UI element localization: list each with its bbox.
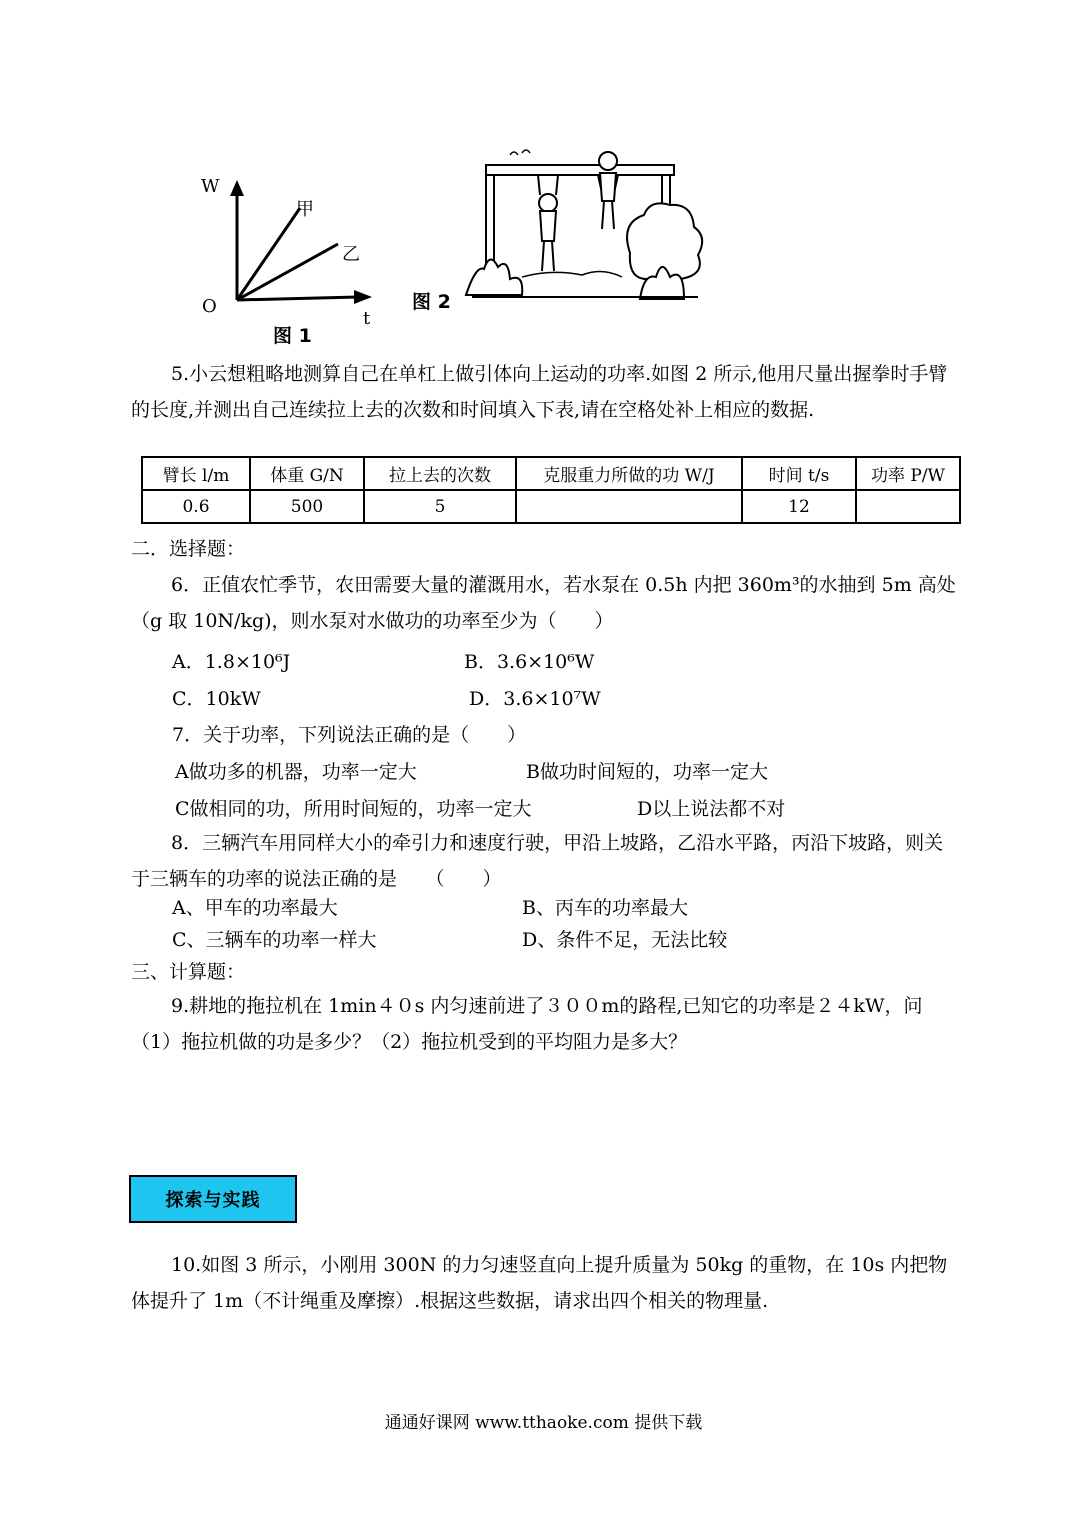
q6-option-b: B．3.6×10⁶W (464, 651, 595, 673)
y-axis-label: W (201, 176, 220, 197)
question-6: 6．正值农忙季节，农田需要大量的灌溉用水，若水泵在 0.5h 内把 360m³的水抽到 5m 高处（g 取 10N/kg)，则水泵对水做功的功率至少为（ ） (131, 574, 956, 632)
q8-option-b: B、丙车的功率最大 (522, 897, 688, 919)
table-header-cell: 拉上去的次数 (364, 457, 516, 490)
y-axis-arrow (230, 180, 244, 196)
q7-option-a: A做功多的机器，功率一定大 (175, 761, 417, 783)
q6-option-d: D．3.6×10⁷W (469, 688, 601, 710)
table-header-cell: 克服重力所做的功 W/J (516, 457, 742, 490)
figure1-caption: 图 1 (273, 325, 312, 347)
question-8: 8．三辆汽车用同样大小的牵引力和速度行驶，甲沿上坡路，乙沿水平路，丙沿下坡路，则关于三辆车的功率的说法正确的是 （ ） (131, 832, 944, 890)
table-cell: 12 (742, 490, 856, 523)
section-2-heading: 二．选择题： (131, 538, 246, 560)
origin-label: O (202, 296, 217, 317)
line-jia (237, 208, 300, 300)
table-cell-power-blank[interactable] (856, 490, 960, 523)
x-axis-label: t (363, 308, 371, 329)
table-header-row (142, 457, 960, 490)
explore-practice-badge: 探索与实践 (129, 1175, 297, 1223)
question-7: 7．关于功率，下列说法正确的是（ ） (172, 724, 527, 746)
figure1-graph (190, 170, 390, 320)
q7-option-c: C做相同的功，所用时间短的，功率一定大 (175, 798, 532, 820)
page-footer: 通通好课网 www.tthaoke.com 提供下载 (384, 1413, 703, 1433)
line-jia-label: 甲 (296, 199, 314, 220)
section-3-heading: 三、计算题： (131, 961, 246, 983)
q7-option-b: B做功时间短的，功率一定大 (526, 761, 768, 783)
q8-option-c: C、三辆车的功率一样大 (172, 929, 377, 951)
q8-option-d: D、条件不足，无法比较 (522, 929, 728, 951)
q7-option-d: D以上说法都不对 (637, 798, 786, 820)
line-yi (237, 244, 338, 300)
table-header-cell: 臂长 l/m (142, 457, 250, 490)
question-9: 9.耕地的拖拉机在 1min４０s 内匀速前进了３００m的路程,已知它的功率是２４kW，问（1）拖拉机做的功是多少？（2）拖拉机受到的平均阻力是多大？ (131, 995, 923, 1053)
question-5: 5.小云想粗略地测算自己在单杠上做引体向上运动的功率.如图 2 所示,他用尺量出握拳时手臂的长度,并测出自己连续拉上去的次数和时间填入下表,请在空格处补上相应的数据. (131, 363, 948, 421)
q6-option-a: A．1.8×10⁶J (172, 651, 291, 673)
table-cell: 500 (250, 490, 364, 523)
figure2-caption: 图 2 (412, 291, 451, 313)
x-axis-arrow (354, 290, 372, 304)
table-cell: 0.6 (142, 490, 250, 523)
line-yi-label: 乙 (342, 244, 360, 265)
figure2-illustration (462, 145, 707, 305)
table-row (142, 490, 960, 523)
table-header-cell: 功率 P/W (856, 457, 960, 490)
question-10: 10.如图 3 所示，小刚用 300N 的力匀速竖直向上提升质量为 50kg 的重物，在 10s 内把物体提升了 1m（不计绳重及摩擦）.根据这些数据，请求出四个相关的物理量. (131, 1254, 948, 1312)
table-cell: 5 (364, 490, 516, 523)
q6-option-c: C．10kW (172, 688, 261, 710)
table-header-cell: 体重 G/N (250, 457, 364, 490)
pullup-data-table (141, 456, 961, 524)
table-header-cell: 时间 t/s (742, 457, 856, 490)
q8-option-a: A、甲车的功率最大 (172, 897, 338, 919)
x-axis (237, 297, 358, 300)
table-cell-work-blank[interactable] (516, 490, 742, 523)
